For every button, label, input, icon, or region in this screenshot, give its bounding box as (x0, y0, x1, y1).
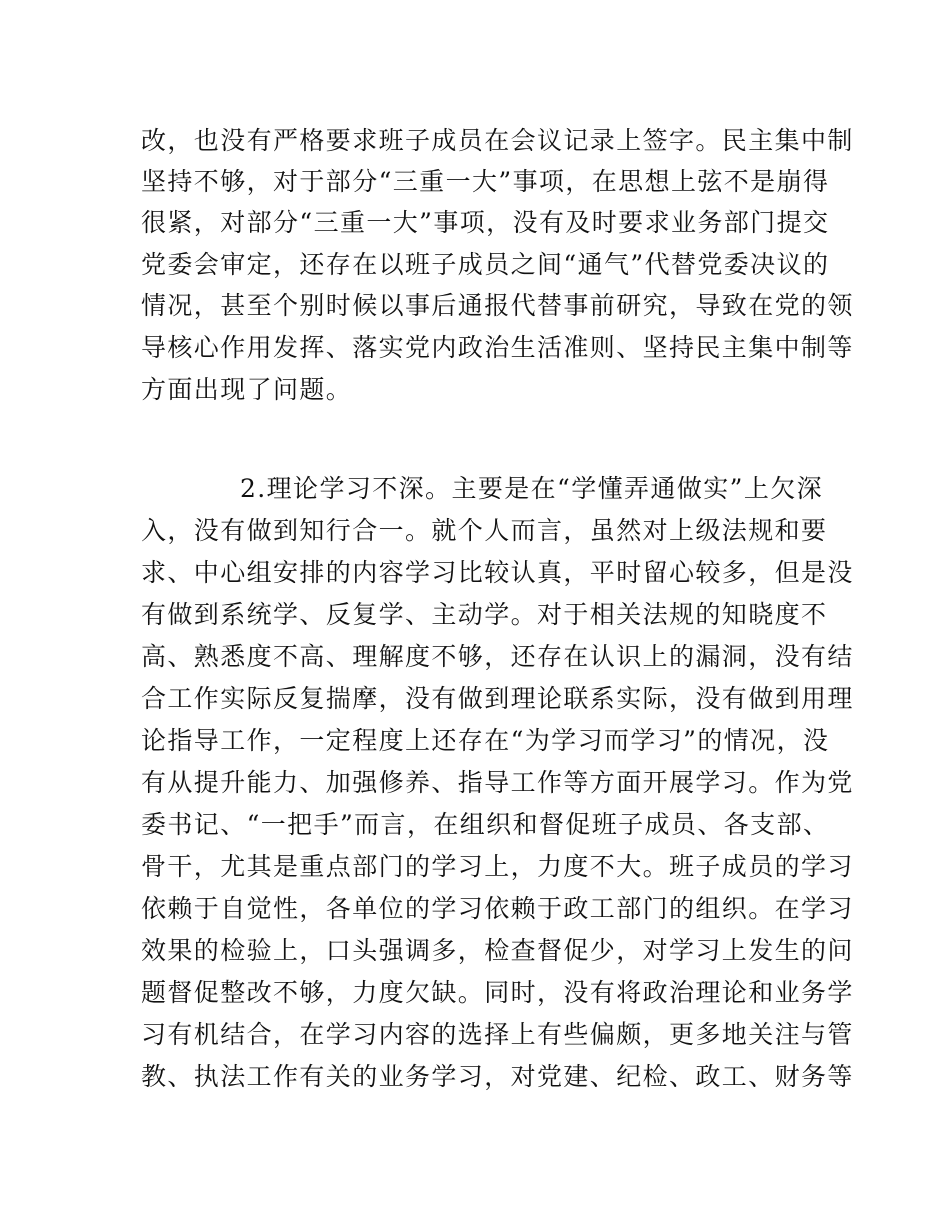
paragraph-2-line: 入，没有做到知行合一。就个人而言，虽然对上级法规和要 (141, 516, 828, 545)
paragraph-2-line: 高、熟悉度不高、理解度不够，还存在认识上的漏洞，没有结 (141, 642, 854, 671)
paragraph-2-line: 效果的检验上，口头强调多，检查督促少，对学习上发生的问 (141, 936, 854, 965)
paragraph-1-line: 党委会审定，还存在以班子成员之间“通气”代替党委决议的 (141, 250, 830, 279)
paragraph-2-line: 委书记、“一把手”而言，在组织和督促班子成员、各支部、 (141, 810, 830, 839)
paragraph-1-line: 坚持不够，对于部分“三重一大”事项，在思想上弦不是崩得 (141, 167, 830, 196)
paragraph-2-line: 合工作实际反复揣摩，没有做到理论联系实际，没有做到用理 (141, 684, 854, 713)
paragraph-2-line: 有做到系统学、反复学、主动学。对于相关法规的知晓度不 (141, 600, 828, 629)
paragraph-2-line: 骨干，尤其是重点部门的学习上，力度不大。班子成员的学习 (141, 852, 854, 881)
paragraph-2-line: 论指导工作，一定程度上还存在“为学习而学习”的情况，没 (141, 726, 830, 755)
paragraph-2-line: 习有机结合，在学习内容的选择上有些偏颇，更多地关注与管 (141, 1020, 854, 1049)
paragraph-2-line: 依赖于自觉性，各单位的学习依赖于政工部门的组织。在学习 (141, 894, 854, 923)
paragraph-1-line: 导核心作用发挥、落实党内政治生活准则、坚持民主集中制等 (141, 333, 854, 362)
paragraph-1-line: 很紧，对部分“三重一大”事项，没有及时要求业务部门提交 (141, 208, 830, 237)
paragraph-2-line: 题督促整改不够，力度欠缺。同时，没有将政治理论和业务学 (141, 978, 854, 1007)
paragraph-2-line: 有从提升能力、加强修养、指导工作等方面开展学习。作为党 (141, 768, 854, 797)
paragraph-1-line: 情况，甚至个别时候以事后通报代替事前研究，导致在党的领 (141, 291, 854, 320)
paragraph-1-line: 改，也没有严格要求班子成员在会议记录上签字。民主集中制 (141, 126, 854, 155)
paragraph-1-line: 方面出现了问题。 (141, 375, 353, 404)
paragraph-2-line: 教、执法工作有关的业务学习，对党建、纪检、政工、财务等 (141, 1062, 854, 1091)
paragraph-2-first-line: 2.理论学习不深。主要是在“学懂弄通做实”上欠深 (240, 474, 824, 503)
paragraph-2-line: 求、中心组安排的内容学习比较认真，平时留心较多，但是没 (141, 558, 854, 587)
